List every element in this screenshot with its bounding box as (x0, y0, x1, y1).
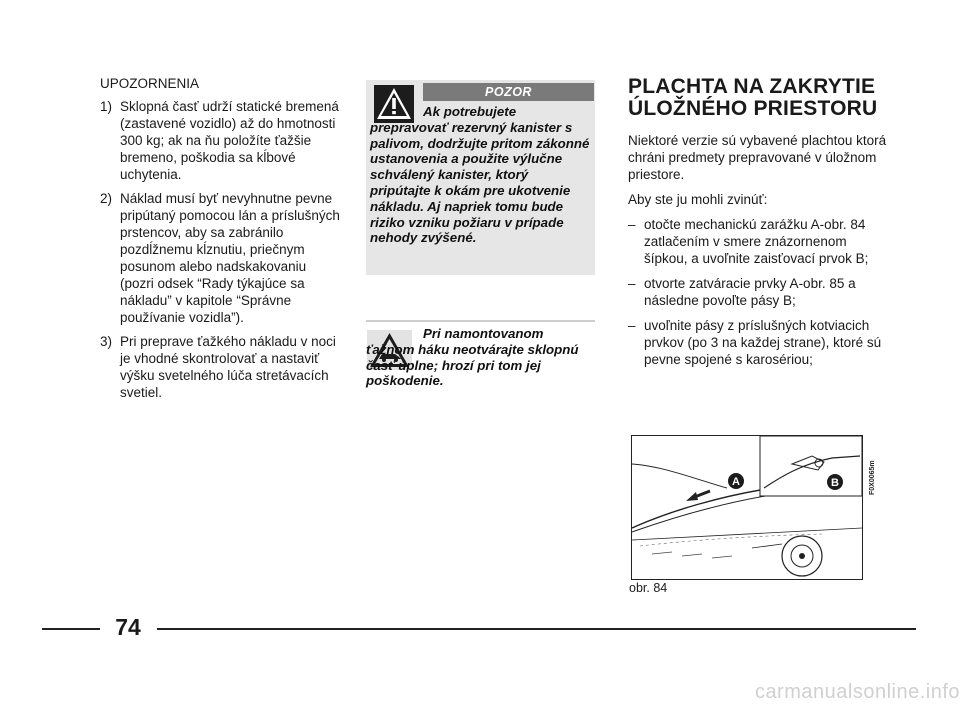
lead-paragraph: Aby ste ju mohli zvinúť: (628, 192, 768, 207)
section-title (628, 76, 888, 120)
step-item (628, 275, 888, 309)
item-number: 2) (100, 191, 113, 206)
dash-marker: – (628, 217, 636, 232)
warning-item (100, 190, 340, 326)
step-text: otvorte zatváracie prvky A-obr. 85 a následne povoľte pásy B; (644, 276, 856, 308)
item-text: Sklopná časť udrží statické bremená (zastavené vozidlo) až do hmotnosti 300 kg; ak na ňu položíte ťažšie bremeno, poškodia sa kĺbové uchytenia. (120, 99, 339, 182)
step-text: uvoľnite pásy z príslušných kotviacich prvkov (po 3 na každej strane), ktoré sú pevne spojené s karosériou; (644, 318, 882, 367)
pozor-text: Ak potrebujete prepravovať rezervný kanister s palivom, dodržujte pritom zákonné ustanovenia a použite výlučne schválený kanister, ktorý pripútajte k okám pre ukotvenie nákladu. Aj napriek tomu bude riziko vzniku požiaru v prípade nehody zvýšené. (370, 104, 590, 246)
figure-code (866, 437, 876, 497)
page-number: 74 (115, 614, 141, 640)
figure-84-illustration (631, 435, 863, 580)
label-b: B (831, 477, 839, 489)
warning-item (100, 333, 340, 401)
dash-marker: – (628, 276, 636, 291)
caution-text: Pri namontovanom ťažnom háku neotvárajte sklopnú časť úplne; hrozí pri tom jej poškodenie. (366, 326, 579, 389)
dash-marker: – (628, 318, 636, 333)
step-text: otočte mechanickú zarážku A-obr. 84 zatlačením v smere znázornenom šípkou, a uvoľnite zaisťovací prvok B; (644, 217, 869, 266)
warnings-heading: UPOZORNENIA (100, 76, 200, 91)
pozor-warning-box (366, 80, 595, 275)
section-title-line1: PLACHTA NA ZAKRYTIE (628, 75, 876, 98)
figure-caption: obr. 84 (629, 581, 668, 595)
warning-item (100, 98, 340, 183)
figure-code-text: F0X0065m (869, 460, 876, 495)
intro-paragraph: Niektoré verzie sú vybavené plachtou ktorá chráni predmety prepravované v úložnom priestore. (628, 133, 887, 182)
caution-box (366, 320, 595, 394)
item-number: 3) (100, 334, 113, 349)
step-item (628, 216, 888, 267)
footer-rule-left (42, 628, 100, 630)
step-item (628, 317, 888, 368)
item-number: 1) (100, 99, 113, 114)
watermark: carmanualsonline.info (754, 681, 960, 703)
cover-section (628, 76, 888, 376)
footer-rule-right (157, 628, 916, 630)
item-text: Náklad musí byť nevyhnutne pevne pripútaný pomocou lán a príslušných prstencov, aby sa zabránilo pozdĺžnemu kĺznutiu, priečnym posunom alebo nadskakovaniu (pozri odsek “Rady týkajúce sa nákladu” v kapitole “Správne používanie vozidla”). (120, 191, 340, 325)
warnings-column (100, 75, 340, 408)
item-text: Pri preprave ťažkého nákladu v noci je vhodné skontrolovať a nastaviť výšku svetelného lúča stretávacích svetiel. (120, 334, 336, 400)
label-a: A (732, 476, 740, 488)
pozor-label: POZOR (423, 83, 594, 101)
section-title-line2: ÚLOŽNÉHO PRIESTORU (628, 97, 878, 120)
